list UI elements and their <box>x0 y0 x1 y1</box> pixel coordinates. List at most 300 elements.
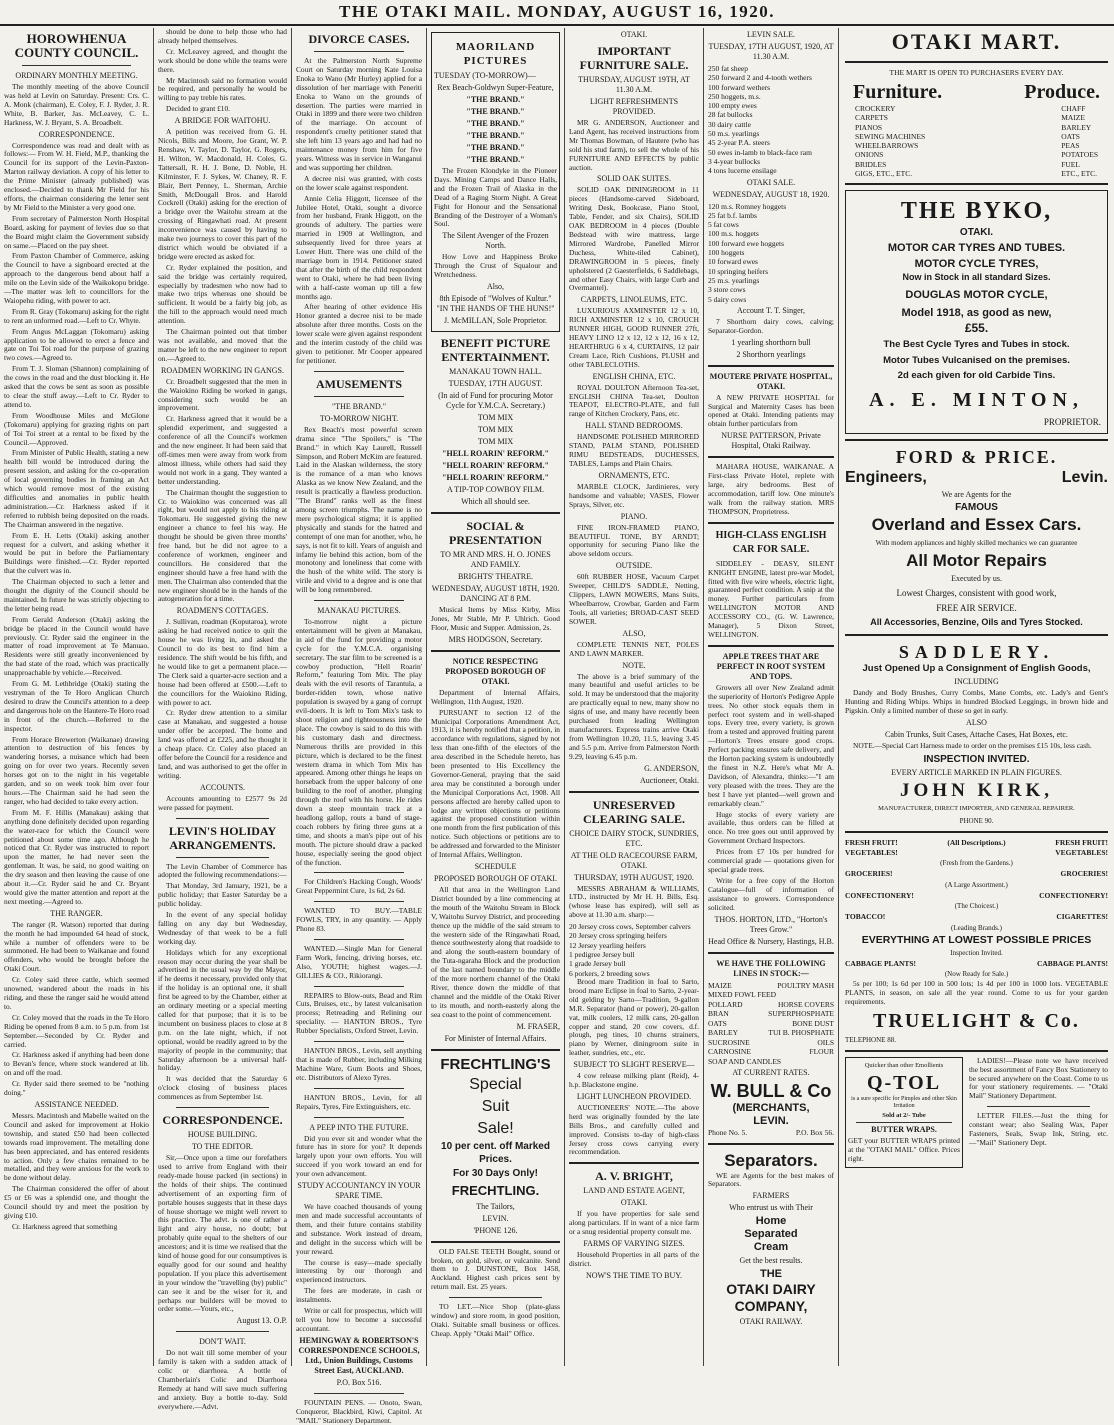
paragraph: Annie Celia Higgott, licensee of the Jubilee Hotel, Otaki, sought a divorce from her husband, Frank Higgott, on the grounds of adultery. The parties were married in 1909 at Wellington, and subsequently lived for three years at Lower Hutt. There was one child of the marriage born in 1914. Petitioner stated that after the birth of the child respondent went to Otaki, where he had been living with a half-caste woman up till a few months ago. <box>296 193 422 301</box>
table-row: SUCROSINE OILS <box>708 1037 834 1047</box>
paragraph: HANDSOME POLISHED MIRRORED STAND, PALM STAND, POLISHED RIMU BEDSTEADS, DUCHESSES, TABLES, Lamps and Plain Chairs. <box>569 432 699 468</box>
paragraph: Brood mare Tradition in foal to Sarto, brood mare Eclipse in foal to Sarto, 2-year-old gelding by Sarto—Tradition, 9-gallon M.R. Separator (hand or power), 20-gallon vat, milk coolers, 12 milk cans, 20-gallon copper and stand, 20 cow covers, d.f. plough, peg tines, 10 churns strainers, piano by Werner, diningroom suite in leather, sundries, etc., etc. <box>569 976 699 1058</box>
ad-line: THURSDAY, AUGUST 19TH, AT 11.30 A.M. <box>578 75 690 94</box>
ad-headline: FRECHTLING. <box>451 1182 540 1198</box>
paragraph: The Chairman pointed out that timber was not available, and moved that the matter be left to the new engineer to report on.—Agreed to. <box>158 327 287 363</box>
list-item: 100 empty ewes <box>708 101 757 111</box>
paragraph: should be done to help those who had already helped themselves. <box>158 27 287 45</box>
list-item: 20 Jersey cross springing heifers <box>569 931 667 941</box>
classified-ad: REPAIRS to Blow-outs, Bead and Rim Cuts, Bruises, etc., by latest vulcanisation process; Retreading and Relining our speciality. — HANTON BROS., Tyre Rubber Specialists, Oxford Street, Levin. <box>296 990 422 1036</box>
classified-ad: TO LET.—Nice Shop (plate-glass window) and store room, in good position, Otaki. Suitable small business or offices. Cheap. Apply "Otaki Mail" Office. <box>431 1302 560 1338</box>
ad-headline: A. V. BRIGHT, <box>595 1169 673 1184</box>
film-title: "THE BRAND." <box>466 107 525 116</box>
advertiser-name: HEMINGWAY & ROBERTSON'S CORRESPONDENCE SCHOOLS, Ltd., Union Buildings, Customs Street East, AUCKLAND. <box>298 1335 420 1375</box>
table-row: OATS BONE DUST <box>708 1018 834 1028</box>
sale-section: ALSO, <box>622 628 646 638</box>
paragraph: A petition was received from G. H. Nicols, Bills and Moore, Joe Grant, W. P. Renshaw, V. Taylor, D. Taylor, G. Rogers, H. Wilton, W. Macdonald, H. Coles, G. Tattersall, R. H. J. Bone, D. Noble, H. Kilminster, F. J. Sykes, W. Chaney, R. F. Blair, Bert Penney, L. Sherman, Archie Smith, McDougall Bros. and Harold Cockrell (Otaki) asking for the erection of a bridge over the Waitohu stream at the crossing of Ringawhati road. At present inconvenience was caused by having to make two journeys to cover this part of the district which would be obviated if a bridge were erected as asked for. <box>158 127 287 261</box>
list-item: 30 dairy cattle <box>708 119 751 129</box>
ad-headline: MOUTERE PRIVATE HOSPITAL, OTAKI. <box>709 371 833 391</box>
ad-headline: COMPANY, <box>734 1298 808 1315</box>
table-row: BARLEY TUI B. PHOSPHATE <box>708 1028 834 1038</box>
advertiser-address: P.O. Box 516. <box>336 1377 382 1387</box>
ad-line: Executed by us. <box>951 574 1002 584</box>
paragraph: The fees are moderate, in cash or instalments. <box>296 1286 422 1305</box>
section-heading: THE RANGER. <box>50 908 103 918</box>
article-subtitle: STUDY ACCOUNTANCY IN YOUR SPARE TIME. <box>297 1181 421 1201</box>
ad-headline: JOHN KIRK, <box>900 780 1053 801</box>
ad-line: We are Agents for the <box>941 490 1012 500</box>
paragraph: Decided to grant £10. <box>166 104 231 114</box>
ad-line: Motor Tubes Vulcanised on the premises. <box>883 355 1070 367</box>
paragraph: The course is easy—made specially interesting by our thorough and experienced instructors. <box>296 1257 422 1285</box>
article-subtitle: MANAKAU PICTURES. <box>317 606 401 616</box>
signature: Auctioneer, Otaki. <box>640 775 699 785</box>
table-row: BRAN SUPERPHOSPHATE <box>708 1009 834 1019</box>
ad-headline: All Motor Repairs <box>906 551 1047 571</box>
ad-headline: EVERYTHING AT LOWEST POSSIBLE PRICES <box>861 933 1092 946</box>
paragraph: Dandy and Body Brushes, Curry Combs, Mane Combs, etc. Lady's and Gent's Hunting and Riding Whips. Whips in hundred Blocked Leggings, in brown hide and Pigskin. Only a limited number of these so get in early. <box>845 688 1108 716</box>
ad-line: (Leading Brands.) <box>951 923 1002 932</box>
signature: For Minister of Internal Affairs. <box>444 1033 547 1043</box>
notice-title: NOTICE RESPECTING PROPOSED BOROUGH OF OTAKI. <box>445 656 546 686</box>
ad-line: All Accessories, Benzine, Oils and Tyres Stocked. <box>870 617 1083 628</box>
paragraph: Household Properties in all parts of the district. <box>569 1250 699 1268</box>
product-lists <box>845 104 1108 178</box>
ad-headline: APPLE TREES THAT ARE PERFECT IN ROOT SYSTEM AND TOPS. <box>716 651 826 681</box>
ad-line: Rex Beach-Goldwyn Super-Feature, <box>437 83 554 92</box>
ad-line: FREE AIR SERVICE. <box>936 603 1017 614</box>
table-row: SOAP AND CANDLES <box>708 1056 782 1066</box>
paragraph: MR G. ANDERSON, Auctioneer and Land Agent, has received instructions from Mr Thomas Bowman, of Hautere (who has sold his stud farm), to sell the whole of his FURNITURE AND EFFECTS by public auction. <box>569 118 699 172</box>
ad-line: THOS. HORTON, LTD., "Horton's Trees Grow." <box>714 914 828 934</box>
paragraph: Write for a free copy of the Horton Catalogue—full of information of assistance to growers. Correspondence solicited. <box>708 875 834 912</box>
ad-line: THE MART IS OPEN TO PURCHASERS EVERY DAY. <box>889 68 1064 77</box>
ad-line: Which all should see. <box>461 497 530 507</box>
paragraph: Cr. Harkness agreed that something <box>12 1221 118 1231</box>
ad-line: TUESDAY, 17TH AUGUST. <box>448 379 543 389</box>
paragraph: Accounts amounting to £2577 9s 2d were passed for payment. <box>158 793 287 812</box>
table-row: MAIZE POULTRY MASH <box>708 980 834 990</box>
ad-line: Cabin Trunks, Suit Cases, Attache Cases, Hat Boxes, etc. <box>885 730 1068 740</box>
ad-line: Now in Stock in all standard Sizes. <box>902 272 1051 283</box>
ad-line: THURSDAY, 19TH AUGUST, 1920. <box>574 872 694 882</box>
paragraph: Cr. Coley moved that the roads in the Te Horo Riding be opened from 8 a.m. to 5 p.m. from 1st September.—Seconded by Cr. Ryder and carried. <box>4 1012 149 1049</box>
ad-line: TOM MIX <box>477 437 514 447</box>
grocery-row: TOBACCO! CIGARETTES! <box>845 912 1108 921</box>
list-item: 5 dairy cows <box>708 294 747 304</box>
column-4 <box>427 28 564 1366</box>
ad-headline: HIGH-CLASS ENGLISH CAR FOR SALE. <box>715 529 827 555</box>
ad-line: Quicker than other Emollients <box>864 1061 944 1069</box>
list-item: 100 hoggets <box>708 248 745 258</box>
ad-line: OTAKI. <box>620 30 648 39</box>
ad-line: TOM MIX <box>477 413 514 423</box>
paragraph: WE are Agents for the best makes of Separators. <box>708 1170 834 1189</box>
list-item: 100 forward wethers <box>708 82 771 92</box>
table-row: CARNOSINE FLOUR <box>708 1047 834 1057</box>
paragraph: From Paxton Chamber of Commerce, asking the Council to have a signboard erected at the approach to the dangerous bend about half a mile on the Levin side of the Waikokopu bridge.—The matter was left to councillors for the Waiopehu riding, with power to act. <box>4 251 149 305</box>
article-subtitle: TO THE EDITOR. <box>191 1142 254 1152</box>
ad-line: The Best Cycle Tyres and Tubes in stock. <box>883 339 1070 351</box>
paragraph: LUXURIOUS AXMINSTER 12 x 10, RICH AXMINSTER 12 x 10, CROUCH RUNNER HIGH, GOOD RUNNER 27ft, HEAVY LINO 12 x 12, 12 x 12, 16 x 12, HEARTHRUG 6 x 4, CURTAINS, 12 pair Cream Lace, Rich Cushions, PLUSH and other TABLECLOTHS. <box>569 306 699 369</box>
ad-headline: WE HAVE THE FOLLOWING LINES IN STOCK:— <box>716 958 826 978</box>
ad-line: For 30 Days Only! <box>452 1167 539 1179</box>
paragraph: COMPLETE TENNIS NET, POLES AND LAWN MARKER. <box>569 639 699 658</box>
column-6 <box>704 28 838 1366</box>
ad-line: 10 per cent. off Marked Prices. <box>441 1140 550 1165</box>
list-item: 10 springing heifers <box>708 266 768 276</box>
sale-section: SOLID OAK SUITES. <box>597 174 671 184</box>
list-item: 20 Jersey cross cows, September calvers <box>569 922 691 932</box>
ad-line: MANUFACTURER, DIRECT IMPORTER, AND GENERAL REPAIRER. <box>878 805 1075 812</box>
signature: August 13. O.P. <box>236 1316 287 1326</box>
paragraph: After hearing of other evidence His Honor granted a decree nisi to be made absolute after three months. Costs on the lower scale were given against respondent and the interim custody of the child was given to petitioner. Mr Cooper appeared for petitioner. <box>296 302 422 365</box>
ad-line: Account T. T. Singer, <box>737 305 805 315</box>
ad-line: The Tailors, <box>476 1201 515 1211</box>
list-item: 1 pedigree Jersey bull <box>569 950 635 960</box>
paragraph: A NEW PRIVATE HOSPITAL for Surgical and Maternity Cases has been opened at Otaki. Intending patients may obtain further particulars from <box>708 392 834 429</box>
list-item: 250 forward 2 and 4-tooth wethers <box>708 73 812 83</box>
list-item: 100 forward ewe hoggets <box>708 238 785 248</box>
ad-line: Home <box>755 1215 787 1228</box>
ad-line: TELEPHONE 88. <box>845 1035 896 1044</box>
sale-section: CARPETS, LINOLEUMS, ETC. <box>580 295 688 305</box>
paragraph: GET your BUTTER WRAPS printed at the "OTAKI MAIL" Office. Prices right. <box>848 1135 960 1163</box>
paragraph: NOTE.—Special Cart Harness made to order on the premises £15 10s, less cash. <box>853 741 1092 751</box>
notice-heading: SCHEDULE <box>474 862 517 871</box>
produce-list: CHAFF MAIZE BARLEY OATS PEAS POTATOES FUEL ETC., ETC. <box>1061 104 1098 179</box>
column-2 <box>154 27 291 1411</box>
classified-ad: WANTED.—Single Man for General Farm Work, fencing, driving horses, etc. Also, YOUTH; highest wages.—J. GILLIES & CO., Rikiorangi. <box>296 943 422 980</box>
ad-line: SUBJECT TO SLIGHT RESERVE— <box>573 1060 695 1070</box>
list-item: 250 fat sheep <box>708 64 748 73</box>
ad-headline: BENEFIT PICTURE ENTERTAINMENT. <box>440 336 551 365</box>
ad-headline: UNRESERVED CLEARING SALE. <box>582 797 686 826</box>
paragraph: Mr Macintosh said no formation would be required, and personally he would be willing to pay treble his rates. <box>158 75 287 103</box>
classified-ad: FOUNTAIN PENS. — Onoto, Swan, Conqueror, Blackbird, Kiwi, Capitol. At "MAIL" Stationery Department. <box>296 1397 422 1425</box>
list-item: 28 fat bullocks <box>708 110 753 120</box>
ad-line: The Silent Avenger of the Frozen North. <box>442 231 549 251</box>
grocery-row: GROCERIES! GROCERIES! <box>845 869 1108 878</box>
section-heading: CORRESPONDENCE. <box>38 129 115 139</box>
ad-line: LEVIN SALE. <box>747 30 795 39</box>
classified-ad: WANTED TO BUY.—TABLE FOWLS, TRY, in any quantity. — Apply Phone 83. <box>296 906 422 934</box>
contact-row: Phone No. 5. P.O. Box 56. <box>708 1128 834 1138</box>
ad-line: DOUGLAS MOTOR CYCLE, <box>905 289 1048 302</box>
stock-list <box>708 202 834 304</box>
ad-line: AT THE OLD RACECOURSE FARM, OTAKI. <box>570 850 698 870</box>
paragraph: Prices from £7 10s per hundred for commercial grade — quotations given for special grade trees. <box>708 847 834 874</box>
paragraph: Cr. Ryder explained the position, and said the bridge was certainly required, especially by tradesmen who now had to make two trips whereas one should be sufficient. It would be a fairly big job, as the hill to the approach would need much attention. <box>158 262 287 326</box>
paragraph: From secretary of Palmerston North Hospital Board, asking for payment of levies due so that the Board might claim the Government subsidy on same.—Placed on the pay sheet. <box>4 213 149 250</box>
paragraph: SIDDELEY - DEASY, SILENT KNIGHT ENGINE, latest pre-war Model, fitted with five wire wheels, electric light, guaranteed perfect condition. A snip at the money. Further particulars from WELLINGTON MOTOR AND ACCESSORY CO., (G. W. Lawrence, Manager), 5 Dixon Street, WELLINGTON. <box>708 558 834 639</box>
paragraph: That Monday, 3rd January, 1921, be a public holiday; that Easter Saturday be a public holiday. <box>158 881 287 909</box>
ad-line: EVERY ARTICLE MARKED IN PLAIN FIGURES. <box>891 768 1062 777</box>
grocery-row: VEGETABLES! VEGETABLES! <box>845 847 1108 857</box>
column-7 <box>839 28 1114 1366</box>
ad-line: Separated <box>744 1228 798 1241</box>
classified-ad: For Children's Hacking Cough, Woods' Great Peppermint Cure, 1s 6d, 2s 6d. <box>296 877 422 896</box>
paragraph: The Chairman considered the offer of about £5 or £6 was a splendid one, and thought the Council should try and meet the position by giving £10. <box>4 1184 149 1220</box>
notice-heading: PROPOSED BOROUGH OF OTAKI. <box>434 874 557 883</box>
section-heading: ROADMEN WORKING IN GANGS. <box>161 365 284 375</box>
ad-line: LEVIN. <box>482 1213 509 1223</box>
ad-line: (Now Ready for Sale.) <box>944 970 1009 978</box>
ad-line: MOTOR CAR TYRES AND TUBES. <box>887 242 1066 255</box>
ad-line: LIGHT LUNCHEON PROVIDED. <box>576 1091 692 1101</box>
ad-line: With modern appliances and highly skilled mechanics we can guarantee <box>875 539 1078 548</box>
qtol-ad <box>845 1057 963 1169</box>
ad-headline: Special <box>469 1075 522 1093</box>
ad-line: INCLUDING <box>954 677 999 687</box>
paragraph: J. Sullivan, roadman (Koputaroa), wrote asking he had received notice to quit the house he was living in, and asked the Council to do its best to find him a residence. The shift would be his fifth, and he would like to get a permanent place.—The Clerk said a quarter-acre section and a house had been offered at £500.—Left to the councillors for the Waiokino Riding, with power to act. <box>158 617 287 707</box>
ad-line: MOTOR CYCLE TYRES, <box>914 258 1039 271</box>
film-title: "HELL ROARIN' REFORM." <box>442 461 549 471</box>
ad-line: 8th Episode of "Wolves of Kultur." "IN THE HANDS OF THE HUNS!" <box>436 294 555 314</box>
column-3 <box>292 28 426 1425</box>
ad-line: INSPECTION INVITED. <box>923 754 1030 765</box>
paragraph: Cr. Broadbelt suggested that the men in the Waiokino Riding be worked in gangs, considering such would be an improvement. <box>158 376 287 413</box>
paragraph: It was decided that the Saturday 6 o'clock closing of business places commences as from September 1st. <box>158 1074 287 1102</box>
paragraph: AUCTIONEERS' NOTE.—The above herd was originally founded by the late Bills Bros., and carefully culled and improved. Consists to-day of high-class Jersey cross cows carrying every recommendation. <box>569 1102 699 1157</box>
paragraph: Do not wait till some member of your family is taken with a sudden attack of colic or diarrhoea. A bottle of Chamberlain's Colic and Diarrhoea Remedy at hand will save much suffering and anxiety. Buy a bottle to-day. Sold everywhere.—Advt. <box>158 1348 287 1411</box>
ad-line: PROPRIETOR. <box>1043 417 1101 428</box>
article-title: HOROWHENUA COUNTY COUNCIL. <box>14 31 139 60</box>
ad-line: (In aid of Fund for procuring Motor Cycle for Y.M.C.A. Secretary.) <box>438 391 553 411</box>
ad-line: BRIGHTS' THEATRE. <box>457 572 534 582</box>
list-item: 250 hoggets, m.s. <box>708 91 761 101</box>
ad-headline: MAORILAND PICTURES <box>455 41 536 67</box>
cinema-ad <box>431 32 560 332</box>
classified-ad: HANTON BROS., Levin, sell anything that is made of Rubber, including Milking Machine Ware, Gum Boots and Shoes, etc. Distributors of Alexo Tyres. <box>296 1046 422 1082</box>
paragraph: In the event of any special holiday falling on any day but Wednesday, Wednesday of that week to be a full working day. <box>158 910 287 946</box>
paragraph: MESSRS ABRAHAM & WILLIAMS, LTD., instructed by Mr H. H. Bills, Esq. (whose lease has expired), will sell as above at 11.30 a.m. sharp:— <box>569 883 699 920</box>
list-item: 25 fat b.f. lambs <box>708 210 757 220</box>
article-title: AMUSEMENTS <box>315 376 402 391</box>
paragraph: The Levin Chamber of Commerce has adopted the following recommendations:— <box>158 861 287 880</box>
paragraph: MAHARA HOUSE, WAIKANAE. A First-class Private Hotel, replete with large, airy bedrooms. Best of accommodation, tariff low. One minute's walk from the railway station. MRS THOMPSON, Proprietress. <box>708 462 834 516</box>
ad-line: Sold at 2/- Tube <box>882 1111 926 1119</box>
ad-line: MRS HODGSON, Secretary. <box>448 634 543 644</box>
grocery-row: CONFECTIONERY! CONFECTIONERY! <box>845 890 1108 900</box>
article-title: DIVORCE CASES. <box>308 32 410 46</box>
list-item: 5 fat cows <box>708 220 739 230</box>
film-title: "THE BRAND." <box>466 119 525 128</box>
table-row: MIXED FOWL FEED <box>708 990 777 1000</box>
paragraph: Sir,—Once upon a time our forefathers used to arrive from England with their ready-made house packed (in sections) in the holds of their ships. The continued advertisement of an exporting firm of portable houses suggests that in these days of house shortage we might well revert to this practice. The advt. is one of rather a light and airy house, no doubt; but probably quite equal to the shelters of our ancestors; and it is time we realised that the kind of house good for our consumptives is equally good for our sound and healthy population. If you place this advertisement in your window the "travelling (by) public" can see it and be the wiser for it, and perhaps our builders will be moved to order some.—Yours, etc., <box>158 1153 287 1314</box>
ad-headline: SADDLERY. <box>898 642 1055 663</box>
ad-line: Also, <box>486 282 505 292</box>
paragraph: Musical Items by Miss Kirby, Miss Jones, Mr Stable, Mr P. Uhlrich. Good Floor, Music and Supper. Admission, 2s. <box>431 605 560 632</box>
table-row: POLLARD HORSE COVERS <box>708 999 834 1009</box>
paragraph: From R. Gray (Tokomaru) asking for the right to rent an unformed road.—Left to Cr. Whyte. <box>4 306 149 325</box>
ad-line: (MERCHANTS, <box>732 1102 810 1115</box>
stock-list <box>708 64 834 176</box>
paragraph: All that area in the Wellington Land District bounded by a line commencing at the mouth of the Waitohu Stream in Block V, Waitohu Survey District, and proceeding thence up the middle of the said stream to the western side of the Ringawhati Road, thence southwesterly along that roadside to and along the south-eastern boundary of the Tuta-ngaraha Block and the production of the last named boundary to the middle of the more northern channel of the Otaki River, thence down the middle of that channel and the middle of the Otaki River to its mouth, and north-easterly along the sea coast to the point of commencement. <box>431 885 560 1019</box>
paragraph: The ranger (R. Watson) reported that during the month he had impounded 64 head of stock, while a number of offenders were to be summoned. He had been to Waikanae and found offenders, who would be brought before the Otaki Court. <box>4 919 149 974</box>
column-5 <box>565 28 703 1366</box>
paragraph: The monthly meeting of the above Council was held at Levin on Saturday. Present: Crs. C. A. Monk (chairman), E. Coley, F. J. Ryder, J. R. White, B. Barker, Jas. McLeavey, C. L. Harkness, W. J. Bryant, S. A. Broadbelt. <box>4 82 149 127</box>
ad-line: 1 yearling shorthorn bull <box>731 337 811 347</box>
ad-line: FAMOUS <box>955 502 998 514</box>
ad-line: 2d each given for old Carbide Tins. <box>897 370 1056 382</box>
sale-section: HALL STAND BEDROOMS. <box>585 421 683 431</box>
section-heading: A BRIDGE FOR WAITOHU. <box>174 116 271 126</box>
list-item: 50 ewes in-lamb to black-face ram <box>708 147 812 157</box>
paragraph: 4 cow release milking plant (Reid), 4-h.p. Blackstone engine. <box>569 1071 699 1090</box>
ad-line: (The Choicest.) <box>954 902 999 910</box>
grocery-row: FRESH FRUIT! (All Descriptions.) FRESH FRUIT! <box>845 838 1108 847</box>
ad-line: Cream <box>753 1241 789 1254</box>
paragraph: LETTER FILES.—Just the thing for constant wear; also Sealing Wax, Paper Fasteners, Seals, Swap Ink, String, etc.—"Mail" Stationery Dept. <box>969 1111 1108 1147</box>
ad-line: MANAKAU TOWN HALL. <box>449 367 542 377</box>
stock-table <box>708 981 834 1067</box>
list-item: 12 Jersey yearling heifers <box>569 940 646 950</box>
ad-headline-row: Engineers, Levin. <box>845 469 1108 487</box>
paragraph: A decree nisi was granted, with costs on the lower scale against respondent. <box>296 173 422 192</box>
article-title: LEVIN'S HOLIDAY ARRANGEMENTS. <box>168 823 277 852</box>
section-heading: ACCOUNTS. <box>199 782 246 792</box>
ad-line: THE <box>760 1268 782 1281</box>
ad-line: £55. <box>964 321 989 336</box>
ad-line: is a sure specific for Pimples and other Skin Irritation <box>851 1095 957 1109</box>
ad-line: WEDNESDAY, AUGUST 18TH, 1920. DANCING AT 8 P.M. <box>431 584 560 604</box>
ad-line: OTAKI RAILWAY. <box>739 1317 803 1327</box>
film-title: "THE BRAND." <box>466 143 525 152</box>
ad-line: TO MR AND MRS. H. O. JONES AND FAMILY. <box>440 550 551 570</box>
paragraph: From G. M. Lethbridge (Otaki) stating the vestryman of the Te Horo Anglican Church desired to draw the Council's attention to a deep and dangerous hole on the Hautere-Te Horo road in front of the church.—Referred to the inspector. <box>4 679 149 733</box>
article-title: CORRESPONDENCE. <box>162 1113 283 1128</box>
ad-headline: A. E. MINTON, <box>869 389 1084 412</box>
signature: M. FRASER, <box>516 1021 560 1031</box>
ad-line: 2 Shorthorn yearlings <box>736 349 806 359</box>
ad-line: CHOICE DAIRY STOCK, SUNDRIES, ETC. <box>569 828 699 848</box>
ad-line: NOW'S THE TIME TO BUY. <box>585 1270 683 1280</box>
paragraph: Cr. Coley said three cattle, which seemed unowned, wandered about the roads in his riding, and these the ranger said he would attend to. <box>4 975 149 1011</box>
paragraph: The Chairman thought the suggestion to Cr. to Waiokino was concerned was all right, but would not apply to his riding at Tokomaru. He suggested giving the new engineer a chance to feel his way. He thought he should be given three months' free hand, but he did not agree to a conference of workmen, engineer and councillors. He considered that the engineer should have a free hand with the men. The Chairman also contended that the new engineer should be in the hands of the autogeneration for a time. <box>158 487 287 604</box>
ad-line: LAND AND ESTATE AGENT, <box>583 1186 685 1196</box>
list-item: 3 store cows <box>708 285 746 295</box>
list-item: 50 m.s. yearlings <box>708 129 760 139</box>
paragraph: Department of Internal Affairs, Wellington, 11th August, 1920. <box>431 687 560 706</box>
paragraph: MARBLE CLOCK, Jardinieres, very handsome and valuable; VASES, Flower Sprays, Silver, etc. <box>569 481 699 509</box>
ad-line: Head Office & Nursery, Hastings, H.B. <box>708 936 834 946</box>
paragraph: Holidays which for any exceptional reason may occur during the year shall be advertised in the usual way by the Mayor, if he deems it necessary, provided only that if the holiday is an optional one, it shall first be agreed to by the Chamber, either at an ordinary meeting or a special meeting called for that purpose; that it is to be incumbent on business places to close at 8 p.m. on the late night, which, if not optional, would be readily agreed to by the majority of people in the community; that Saturday afternoon be a universal half-holiday. <box>158 947 287 1073</box>
ad-line: J. McMILLAN, Sole Proprietor. <box>443 316 548 326</box>
paragraph: Messrs. Macintosh and Mabelle waited on the Council and asked for improvement at Hokio township, and stated £50 had been collected towards road improvement. The metalling done has been appreciated, and has entered residents to action. Only a few chains remained to be metalled, and they were anxious for the work to be done without delay. <box>4 1110 149 1183</box>
ad-line: Just Opened Up a Consignment of English Goods, <box>862 663 1091 675</box>
bottom-ads <box>845 1057 1108 1169</box>
paragraph: Cr. Harkness agreed that it would be a splendid experiment, and suggested a conference of all the Council's workmen and the new engineer. It had been said that off-times men were away from work from almost illness, while others had said they would not work in a gang. They wanted a better understanding. <box>158 414 287 486</box>
stock-list <box>569 922 699 978</box>
ad-line: LIGHT REFRESHMENTS PROVIDED. <box>589 97 679 116</box>
ad-headline: TRUELIGHT & Co. <box>873 1009 1080 1032</box>
ad-line: FARMERS <box>752 1191 790 1201</box>
sale-section: ENGLISH CHINA, ETC. <box>592 371 676 381</box>
ad-line: ALSO <box>966 718 987 728</box>
section-heading: ROADMEN'S COTTAGES. <box>176 606 269 616</box>
ad-line: FARMS OF VARYING SIZES. <box>583 1239 685 1249</box>
paragraph: Did you ever sit and wonder what the future has in store for you? It depends largely upon your own efforts. You will succeed if you work toward an end for your own advancement. <box>296 1133 422 1179</box>
article-subtitle: ORDINARY MONTHLY MEETING. <box>15 71 138 80</box>
paragraph: From Gerald Anderson (Otaki) asking the bridge be placed in the Council would have previously. Cr. Ryder said the engineer in the matter of road improvement at Te Manuao. Residents were still greatly inconvenienced by the bad state of the road, which was practically unapproachable by vehicle.—Received. <box>4 614 149 678</box>
sale-section: PIANO. <box>620 511 648 521</box>
ad-headline: W. BULL & Co <box>710 1081 832 1102</box>
ad-line: OTAKI. <box>620 1198 648 1208</box>
ad-headline: Separators. <box>724 1150 818 1170</box>
article-subtitle: A PEEP INTO THE FUTURE. <box>309 1122 409 1132</box>
paragraph: ROYAL DOULTON Afternoon Tea-set, ENGLISH CHINA Tea-set, Doulton TEAPOT, ELECTRO-PLATE, and full range of Kitchen Crockery, Pans, etc. <box>569 382 699 419</box>
stationery-ads <box>969 1057 1108 1169</box>
ad-headline: THE BYKO, <box>900 198 1053 225</box>
sale-section: OUTSIDE. <box>615 561 653 571</box>
ad-line: Get the best results. <box>739 1256 803 1266</box>
paragraph: Huge stocks of every variety are available, thus orders can be filled at once. No tree goes out until approved by Government Orchard Inspectors. <box>708 809 834 846</box>
ad-line: (A Large Assortment.) <box>945 880 1008 889</box>
ad-line: LEVIN. <box>753 1115 789 1128</box>
paragraph: Cr. Harkness asked if anything had been done to Bevan's fence, where stock wandered at lib. on and off the road. <box>4 1050 149 1078</box>
paragraph: From Woodhouse Miles and McGlone (Tokomaru) applying for grazing rights on part of Toi Toi street at a rental to be fixed by the Council.—Approved. <box>4 410 149 447</box>
list-item: 10 forward ewes <box>708 257 758 267</box>
ad-headline: BUTTER WRAPS. <box>871 1124 937 1134</box>
ad-line: Model 1918, as good as new, <box>901 307 1052 320</box>
ad-line: TOM MIX <box>477 425 514 435</box>
paragraph: Cr. Ryder said there seemed to be "nothing doing." <box>4 1079 149 1098</box>
sale-section: NOTE. <box>622 660 646 670</box>
paragraph: From T. J. Sloman (Shannon) complaining of the cows in the road and the dust blocking it. He asked that the cows be sent as soon as possible to clear the stuff away.—Left to Cr. Ryder to attend to. <box>4 364 149 409</box>
paragraph: At the Palmerston North Supreme Court on Saturday morning Kate Louisa Enoka to Wano (Mr Hurley) applied for a dissolution of her marriage with Peneriti Enoka to Wano on the grounds of desertion. The parties were married in Otaki in 1899 and there were two children of the marriage. On account of respondent's cruelty petitioner stated that she left him 13 years ago and had had no maintenance money from him for five years. Witness was in service in Wanganui and was supporting her children. <box>296 56 422 172</box>
paragraph: Cr. Ryder drew attention to a similar case at Manakau, and suggested a house under offer be accepted. The home and land was offered at £225, and he thought it a cheap place. Cr. Coley also placed an offer before the Council for a residence and land, and was authorised to get the offer in writing. <box>158 708 287 780</box>
paragraph: The above is a brief summary of the many beautiful and useful articles to be sold. It may be understood that the majority are practically equal to new, many show no signs of use, and many have recently been purchased from leading Wellington manufacturers. Express trains arrive Otaki from Wellington 10.20, 11.5, leaving 3.45 and 5.5 p.m. Arrive from Palmerston North 9.29, leaving 6.45 p.m. <box>569 671 699 761</box>
article-subtitle: DON'T WAIT. <box>199 1337 246 1347</box>
paragraph: Rex Beach's most powerful screen drama since "The Spoilers," is "The Brand." in which Kay Laurell, Russell Simpson, and Robert McKim are featured. Laid in the Alaskan wilderness, the story is the romance of a man who knows Alaska as we know New Zealand, and the result is practically a flawless production. "The Brand" ranks well as the finest among screen triumphs. The name is no mere psychological stigma; it is applied physically and stands for the hatred and contempt of one man for another, who, he says, is not fit to kill. Years of anguish and infamy lie behind this action, born of the monotony and loneliness that come with the hush of the white wild. The story is virile and vivid to a degree and is one that will be long remembered. <box>296 424 422 595</box>
ad-headline: OTAKI MART. <box>891 29 1062 54</box>
paragraph: Correspondence was read and dealt with as follows:— From W. H. Field, M.P., thanking the Council for its support of the Levin-Paxton-Marton railway deviation. A copy of his letter to the Prime Minister (already published) was enclosed.—Decided to thank Mr Field for his efforts, the chairman considering the letter sent by Mr Field to the Minister a very good one. <box>4 140 149 212</box>
film-title: "THE BRAND." <box>466 131 525 140</box>
paragraph: If you have properties for sale send along particulars. If in want of a nice farm or a snug residential property consult me. <box>569 1209 699 1237</box>
paragraph: From Horace Brewerton (Waikanae) drawing attention to destruction of his fences by wandering horses, a nuisance which had been going on for over two years. Recently seven horses got on to the night in his vegetable garden, and so on week took him over four hours.—The Chairman said he had seen the ranger, who had decided to take every action. <box>4 734 149 806</box>
signature: G. ANDERSON, <box>644 763 699 773</box>
list-item: 100 m.s. hoggets <box>708 229 759 239</box>
film-title: "HELL ROARIN' REFORM." <box>442 449 549 459</box>
furniture-list: CROCKERY CARPETS PIANOS SEWING MACHINES WHEELBARROWS ONIONS BRIDLES GIGS, ETC., ETC. <box>855 104 926 179</box>
paragraph: 5s per 100; 1s 6d per 100 in 500 lots; 1s 4d per 100 in 1000 lots. VEGETABLE PLANTS, in season, on sale all the year round. Come to us for your garden requirements. <box>845 979 1108 1006</box>
ad-headline: FORD & PRICE. <box>895 447 1058 468</box>
ad-headline: IMPORTANT FURNITURE SALE. <box>579 44 689 72</box>
ad-line: TUESDAY, 17TH AUGUST, 1920, AT 11.30 A.M. <box>708 42 834 61</box>
list-item: 3 4-year bullocks <box>708 156 761 166</box>
paragraph: To-morrow night a picture entertainment will be given at Manakau, in aid of the fund for providing a motor cycle for the Y.M.C.A. organising secretary. The star film to be screened is a cowboy production, "Hell Roarin' Reform," featuring Tom Mix. The play deals with the evil resorts of Tarantula, a border-ridden town, whose native population is swayed by a gang of corrupt evil-doers. It is left to Tom Mix's task to shoot religion and righteousness into the place. The cowboy is said to do this with his customary dash and directness. Numerous thrills are provided in this picture, which is declared to be the finest western drama in which Tom Mix has appeared. Among other things he leaps on horseback from the upper balcony of one building to the roof of another, plunging through the roof with his horse. He rides down a steep mountain track at a headlong gallop, routs a band of stage-coach robbers by firing three guns at a time, and shoots a man's pipe out of his mouth. The picture should draw a packed house, especially seeing the good object of the function. <box>296 617 422 867</box>
paragraph: PURSUANT to section 12 of the Municipal Corporations Amendment Act, 1913, it is hereby notified that a petition, in accordance with regulations, signed by not less than one-fifth of the electors of the area described in the Schedule hereto, has been presented to His Excellency the Governor-General, praying that the said area may be constituted a borough under the Municipal Corporations Act, 1908. All persons affected are hereby called upon to lodge any written objections or petitions against the proposed constitution within one month from the first publication of this notice. Such objections or petitions are to be addressed and forwarded to the Minister of Internal Affairs, Wellington. <box>431 707 560 860</box>
ad-line: OTAKI. <box>959 227 994 239</box>
paragraph: From Minister of Public Health, stating a new health bill would be introduced during the present session, and asking for the co-operation of local governing bodies in framing an Act which would remove most of the existing difficulties and anomalies in public health administration.—Cr. Harkness asked if it referred to rubbish being deposited on the roads. The Chairman answered in the negative. <box>4 448 149 529</box>
ad-line: AT CURRENT RATES. <box>732 1068 810 1078</box>
list-item: 45 2-year P.A. steers <box>708 138 770 148</box>
ad-headline-row: Furniture. Produce. <box>853 81 1100 103</box>
paragraph: Write or call for prospectus, which will tell you how to become a successful accountant. <box>296 1306 422 1333</box>
list-item: 120 m.s. Romney hoggets <box>708 201 787 211</box>
ad-line: OTAKI SALE. <box>746 177 796 187</box>
ad-line: A TIP-TOP COWBOY FILM. <box>447 485 544 495</box>
ad-line: 'PHONE 126. <box>473 1225 518 1235</box>
article-subtitle: "THE BRAND." <box>331 401 387 411</box>
ad-line: (Fresh from the Gardens.) <box>940 859 1013 867</box>
list-item: 6 porkers, 2 breeding sows <box>569 968 650 978</box>
classified-ad: OLD FALSE TEETH Bought, sound or broken, on gold, silver, or vulcanite. Send them to J. DUNSTONE, Box 1458, Auckland. Highest cash prices sent by return mail. Est. 25 years. <box>431 1246 560 1292</box>
ad-line: PHONE 90. <box>959 817 994 825</box>
paragraph: 7 Shorthorn dairy cows, calving; Separator-Gordon. <box>708 316 834 335</box>
paragraph: From M. F. Hillis (Manakau) asking that anything done definitely decided upon regarding the water-race for which the Council were petitioned about some time ago. Although he noticed that Cr. Ryder was instructed to report upon the matter, he had never seen the gentleman. It was, he said, no good waiting on the dry season and then leaving the cause of one about it.—Cr. Ryder said he and Cr. Bryant would give the matter attention and report at the next meeting.—Agreed to. <box>4 807 149 906</box>
